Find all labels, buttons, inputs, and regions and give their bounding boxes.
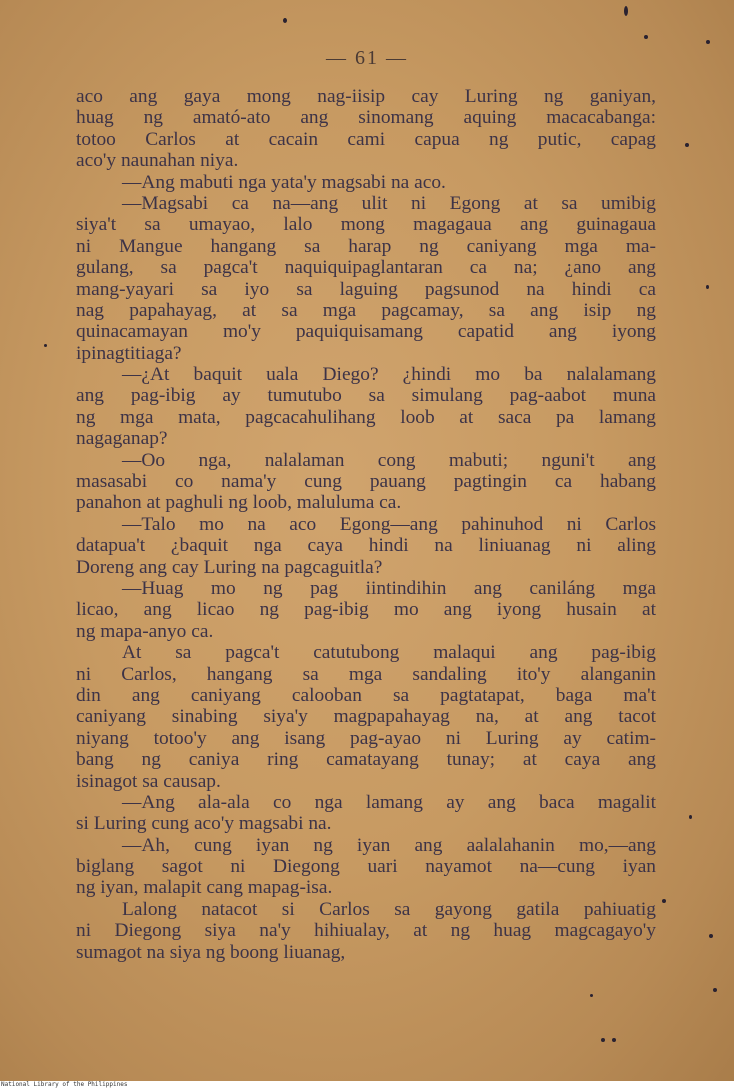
text-line: Lalong natacot si Carlos sa gayong gatila pahiuatig bbox=[122, 898, 656, 920]
text-line: niyang totoo'y ang isang pag-ayao ni Luring ay catim- bbox=[76, 727, 656, 749]
text-line: nagaganap? bbox=[76, 428, 168, 450]
ink-speck bbox=[644, 35, 648, 39]
text-line: datapua't ¿baquit nga caya hindi na liniuanag ni aling bbox=[76, 535, 656, 557]
text-line: nag papahayag, at sa mga pagcamay, sa ang isip ng bbox=[76, 299, 656, 321]
text-line: ng mapa-anyo ca. bbox=[76, 620, 214, 642]
text-line: panahon at paghuli ng loob, maluluma ca. bbox=[76, 492, 402, 514]
text-line: din ang caniyang calooban sa pagtatapat, baga ma't bbox=[76, 684, 656, 706]
text-line: ng mga mata, pagcacahulihang loob at saca pa lamang bbox=[76, 406, 656, 428]
ink-speck bbox=[706, 285, 709, 289]
text-line: ni Mangue hangang sa harap ng caniyang mga ma- bbox=[76, 235, 656, 257]
text-line: biglang sagot ni Diegong uari nayamot na—cung iyan bbox=[76, 856, 656, 878]
text-line: huag ng amató-ato ang sinomang aquing macacabanga: bbox=[76, 107, 656, 129]
text-line: —Oo nga, nalalaman cong mabuti; nguni't ang bbox=[122, 449, 656, 471]
ink-speck bbox=[662, 899, 666, 903]
text-line: quinacamayan mo'y paquiquisamang capatid ang iyong bbox=[76, 321, 656, 343]
text-line: ang pag-ibig ay tumutubo sa simulang pag-aabot muna bbox=[76, 385, 656, 407]
text-line: ni Carlos, hangang sa mga sandaling ito'y alanganin bbox=[76, 663, 656, 685]
text-line: licao, ang licao ng pag-ibig mo ang iyong husain at bbox=[76, 599, 656, 621]
text-line: siya't sa umayao, lalo mong magagaua ang guinagaua bbox=[76, 214, 656, 236]
text-line: At sa pagca't catutubong malaqui ang pag-ibig bbox=[122, 642, 656, 664]
text-line: totoo Carlos at cacain cami capua ng putic, capag bbox=[76, 128, 656, 150]
ink-speck bbox=[713, 988, 717, 992]
text-line: Doreng ang cay Luring na pagcaguitla? bbox=[76, 556, 383, 578]
text-line: aco ang gaya mong nag-iisip cay Luring ng ganiyan, bbox=[76, 86, 656, 107]
text-line: mang-yayari sa iyo sa laguing pagsunod na hindi ca bbox=[76, 278, 656, 300]
text-line: aco'y naunahan niya. bbox=[76, 150, 239, 172]
page-text bbox=[76, 86, 656, 963]
text-line: —Magsabi ca na—ang ulit ni Egong at sa umibig bbox=[122, 192, 656, 214]
page-number: — 61 — bbox=[326, 47, 408, 69]
library-credit: National Library of the Philippines bbox=[0, 1081, 734, 1088]
text-line: ni Diegong siya na'y hihiualay, at ng huag magcagayo'y bbox=[76, 920, 656, 942]
text-line: —Ang ala-ala co nga lamang ay ang baca magalit bbox=[122, 791, 656, 813]
ink-speck bbox=[601, 1038, 605, 1042]
text-line: isinagot sa causap. bbox=[76, 770, 221, 792]
ink-speck bbox=[590, 994, 593, 997]
text-line: —Talo mo na aco Egong—ang pahinuhod ni Carlos bbox=[122, 513, 656, 535]
text-line: —Ah, cung iyan ng iyan ang aalalahanin mo,—ang bbox=[122, 834, 656, 856]
ink-speck bbox=[706, 40, 710, 44]
text-line: masasabi co nama'y cung pauang pagtingin ca habang bbox=[76, 471, 656, 493]
text-line: ng iyan, malapit cang mapag-isa. bbox=[76, 877, 333, 899]
ink-speck bbox=[689, 815, 692, 819]
text-line: gulang, sa pagca't naquiquipaglantaran ca na; ¿ano ang bbox=[76, 257, 656, 279]
text-line: —¿At baquit uala Diego? ¿hindi mo ba nalalamang bbox=[122, 364, 656, 386]
ink-speck bbox=[709, 934, 713, 938]
ink-speck bbox=[612, 1038, 616, 1042]
text-line: caniyang sinabing siya'y magpapahayag na, at ang tacot bbox=[76, 706, 656, 728]
ink-speck bbox=[624, 6, 628, 16]
ink-speck bbox=[685, 143, 689, 147]
text-line: sumagot na siya ng boong liuanag, bbox=[76, 941, 346, 963]
text-line: —Huag mo ng pag iintindihin ang caniláng mga bbox=[122, 577, 656, 599]
text-line: si Luring cung aco'y magsabi na. bbox=[76, 813, 332, 835]
ink-speck bbox=[44, 344, 47, 347]
text-line: ipinagtitiaga? bbox=[76, 342, 182, 364]
text-line: —Ang mabuti nga yata'y magsabi na aco. bbox=[122, 171, 446, 193]
text-line: bang ng caniya ring camatayang tunay; at caya ang bbox=[76, 749, 656, 771]
ink-speck bbox=[283, 18, 287, 23]
